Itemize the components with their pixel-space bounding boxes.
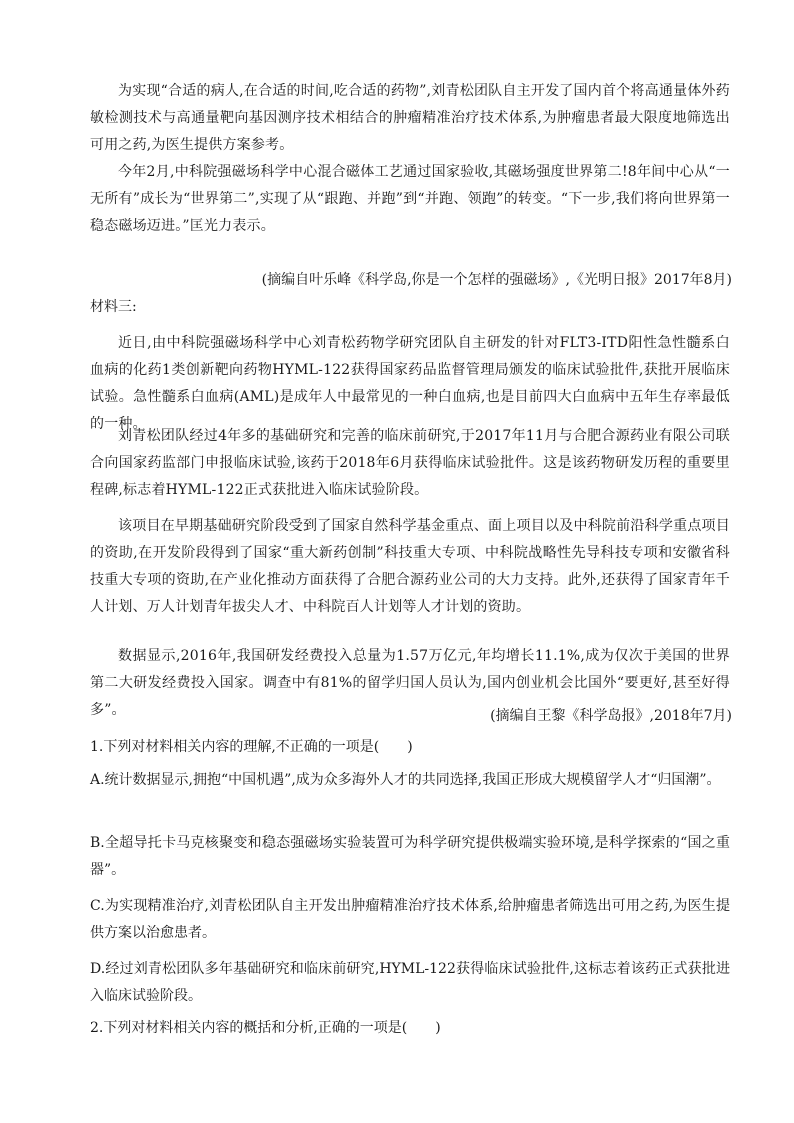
question-1-stem: 1.下列对材料相关内容的理解,不正确的一项是( ) (90, 739, 413, 755)
paragraph-rd-statistics: 数据显示,2016年,我国研发经费投入总量为1.57万亿元,年均增长11.1%,成为仅次于美国的世界第二大研发经费投入国家。调查中有81%的留学归国人员认为,国内创业机会比国外“要更好,甚至好得多”。 (90, 648, 730, 718)
paragraph-precision-medicine: 为实现“合适的病人,在合适的时间,吃合适的药物”,刘青松团队自主开发了国内首个将高通量体外药敏检测技术与高通量靶向基因测序技术相结合的肿瘤精准治疗技术体系,为肿瘤患者最大限度地筛选出可用之药,为医生提供方案参考。 (90, 83, 730, 153)
question-1-option-c: C.为实现精准治疗,刘青松团队自主开发出肿瘤精准治疗技术体系,给肿瘤患者筛选出可用之药,为医生提供方案以治愈患者。 (90, 898, 730, 941)
source-citation-kexuedao: (摘编自王黎《科学岛报》,2018年7月) (490, 708, 732, 724)
paragraph-clinical-trial: 刘青松团队经过4年多的基础研究和完善的临床前研究,于2017年11月与合肥合源药业有限公司联合向国家药监部门申报临床试验,该药于2018年6月获得临床试验批件。这是该药物研发历程的重要里程碑,标志着HYML-122正式获批进入临床试验阶段。 (90, 428, 730, 498)
source-citation-guangming: (摘编自叶乐峰《科学岛,你是一个怎样的强磁场》,《光明日报》2017年8月) (261, 272, 732, 288)
paragraph-funding: 该项目在早期基础研究阶段受到了国家自然科学基金重点、面上项目以及中科院前沿科学重点项目的资助,在开发阶段得到了国家“重大新药创制”科技重大专项、中科院战略性先导科技专项和安徽省科技重大专项的资助,在产业化推动方面获得了合肥合源药业公司的大力支持。此外,还获得了国家青年千人计划、万人计划青年拔尖人才、中科院百人计划等人才计划的资助。 (90, 518, 730, 615)
paragraph-magnetic-field: 今年2月,中科院强磁场科学中心混合磁体工艺通过国家验收,其磁场强度世界第二!8年间中心从“一无所有”成长为“世界第二”,实现了从“跟跑、并跑”到“并跑、领跑”的转变。“下一步,我们将向世界第一稳态磁场迈进。”匡光力表示。 (90, 164, 730, 234)
material-three-heading: 材料三: (90, 299, 137, 315)
question-1-option-a: A.统计数据显示,拥抱“中国机遇”,成为众多海外人才的共同选择,我国正形成大规模留学人才“归国潮”。 (90, 772, 721, 788)
question-1-option-d: D.经过刘青松团队多年基础研究和临床前研究,HYML-122获得临床试验批件,这标志着该药正式获批进入临床试验阶段。 (90, 961, 730, 1004)
question-1-option-b: B.全超导托卡马克核聚变和稳态强磁场实验装置可为科学研究提供极端实验环境,是科学探索的“国之重器”。 (90, 835, 730, 878)
question-2-stem: 2.下列对材料相关内容的概括和分析,正确的一项是( ) (90, 1020, 441, 1036)
paragraph-hyml-drug: 近日,由中科院强磁场科学中心刘青松药物学研究团队自主研发的针对FLT3-ITD阳性急性髓系白血病的化药1类创新靶向药物HYML-122获得国家药品监督管理局颁发的临床试验批件,获批开展临床试验。急性髓系白血病(AML)是成年人中最常见的一种白血病,也是目前四大白血病中五年生存率最低的一种。 (90, 335, 730, 432)
